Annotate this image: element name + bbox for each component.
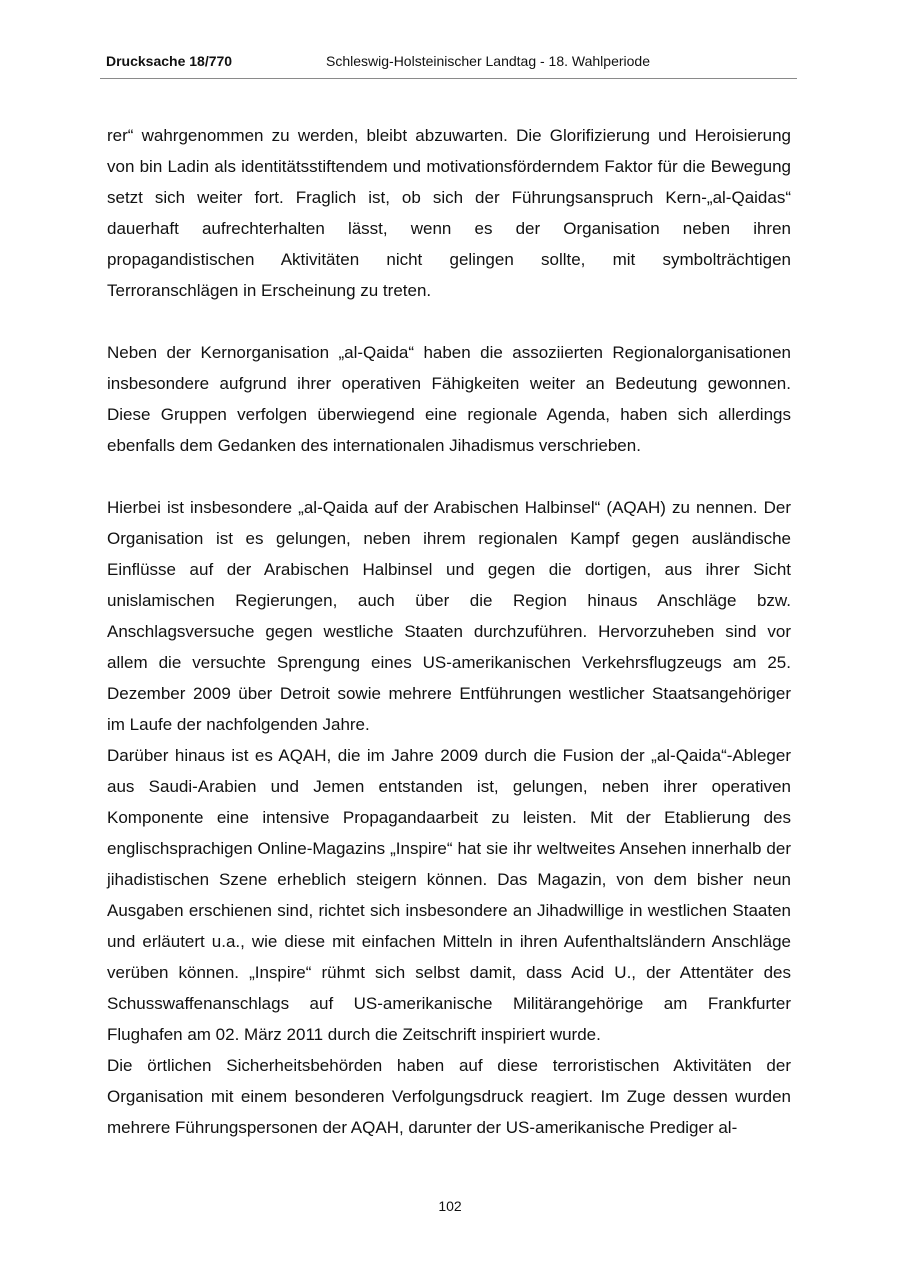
body-text [107, 120, 791, 1143]
page-header [100, 50, 797, 79]
document-title: Schleswig-Holsteinischer Landtag - 18. Wahlperiode [326, 53, 650, 69]
paragraph: Hierbei ist insbesondere „al-Qaida auf der Arabischen Halbinsel“ (AQAH) zu nennen. Der Organisation ist es gelungen, neben ihrem regionalen Kampf gegen ausländische Einflüsse auf der Arabischen Halbinsel und gegen die dortigen, aus ihrer Sicht unislamischen Regierungen, auch über die Region hinaus Anschläge bzw. Anschlagsversuche gegen westliche Staaten durchzuführen. Hervorzuheben sind vor allem die versuchte Sprengung eines US-amerikanischen Verkehrsflugzeugs am 25. Dezember 2009 über Detroit sowie mehrere Entführungen westlicher Staatsangehöriger im Laufe der nachfolgenden Jahre. [107, 498, 791, 734]
paragraph: Darüber hinaus ist es AQAH, die im Jahre 2009 durch die Fusion der „al-Qaida“-Ableger aus Saudi-Arabien und Jemen entstanden ist, gelungen, neben ihrer operativen Komponente eine intensive Propagandaarbeit zu leisten. Mit der Etablierung des englischsprachigen Online-Magazins „Inspire“ hat sie ihr weltweites Ansehen innerhalb der jihadistischen Szene erheblich steigern können. Das Magazin, von dem bisher neun Ausgaben erschienen sind, richtet sich insbesondere an Jihadwillige in westlichen Staaten und erläutert u.a., wie diese mit einfachen Mitteln in ihren Aufenthaltsländern Anschläge verüben können. „Inspire“ rühmt sich selbst damit, dass Acid U., der Attentäter des Schusswaffenanschlags auf US-amerikanische Militärangehörige am Frankfurter Flughafen am 02. März 2011 durch die Zeitschrift inspiriert wurde. [107, 746, 791, 1044]
paragraph: Neben der Kernorganisation „al-Qaida“ haben die assoziierten Regionalorganisationen insbesondere aufgrund ihrer operativen Fähigkeiten weiter an Bedeutung gewonnen. Diese Gruppen verfolgen überwiegend eine regionale Agenda, haben sich allerdings ebenfalls dem Gedanken des internationalen Jihadismus verschrieben. [107, 343, 791, 455]
paragraph: rer“ wahrgenommen zu werden, bleibt abzuwarten. Die Glorifizierung und Heroisierung von bin Ladin als identitätsstiftendem und motivationsförderndem Faktor für die Bewegung setzt sich weiter fort. Fraglich ist, ob sich der Führungsanspruch Kern-„al-Qaidas“ dauerhaft aufrechterhalten lässt, wenn es der Organisation neben ihren propagandistischen Aktivitäten nicht gelingen sollte, mit symbolträchtigen Terroranschlägen in Erscheinung zu treten. [107, 126, 791, 300]
page-number: 102 [438, 1198, 462, 1214]
paragraph: Die örtlichen Sicherheitsbehörden haben auf diese terroristischen Aktivitäten der Organisation mit einem besonderen Verfolgungsdruck reagiert. Im Zuge dessen wurden mehrere Führungspersonen der AQAH, darunter der US-amerikanische Prediger al- [107, 1056, 791, 1137]
document-id: Drucksache 18/770 [106, 53, 233, 69]
